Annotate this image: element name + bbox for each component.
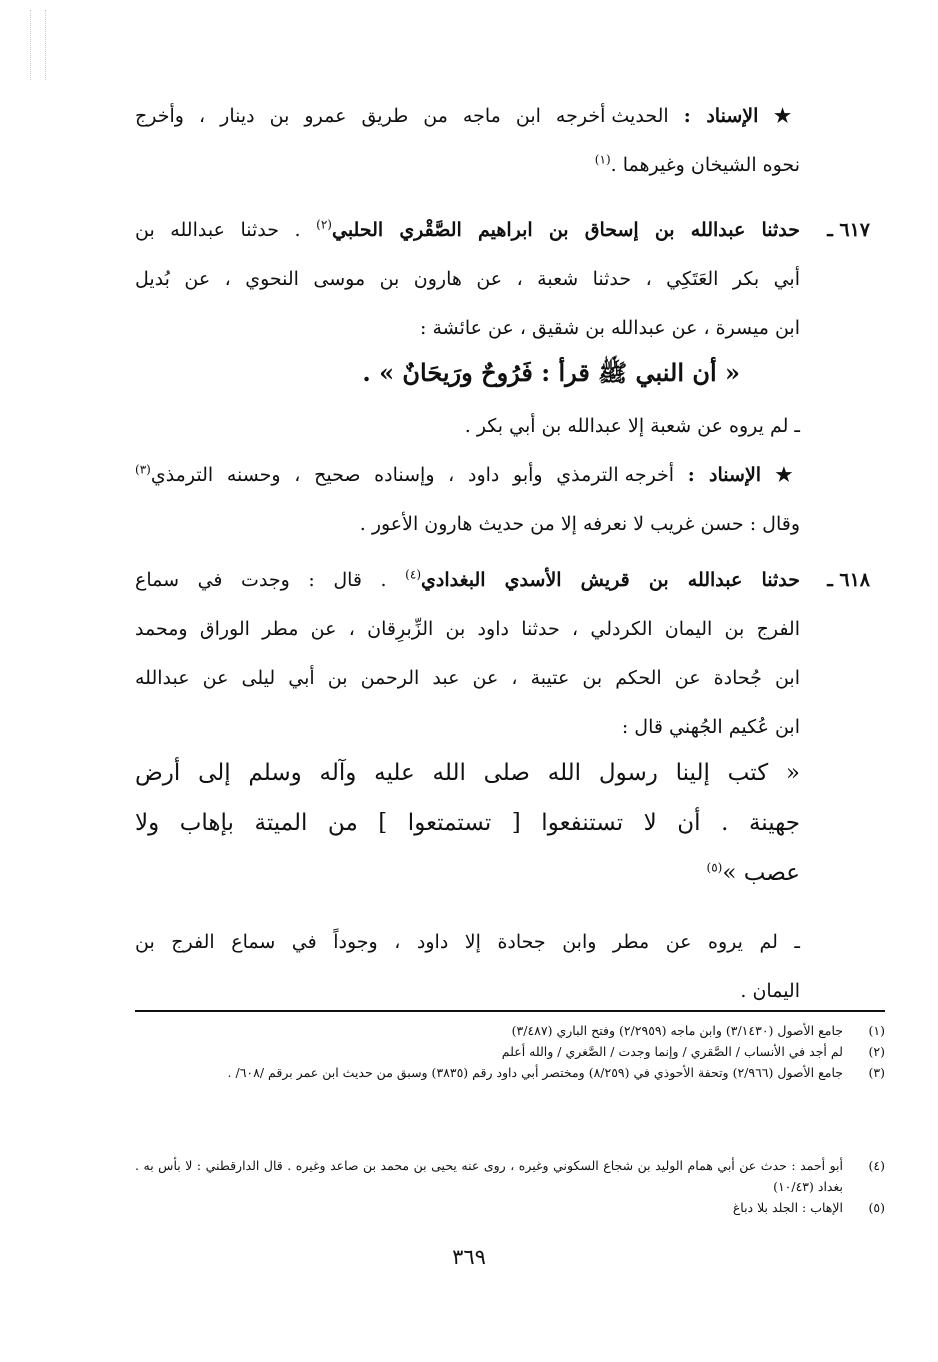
isnad-label: ★ الإسناد :: [683, 105, 800, 127]
hadith-617-isnad-label: ★ الإسناد :: [687, 464, 801, 486]
footnote-2: [135, 1041, 885, 1062]
hadith-617-notes: [135, 402, 800, 549]
hadith-617-matn-line: « أن النبي ﷺ قرأ : فَرُوحٌ ورَيحَانٌ » .: [362, 358, 740, 387]
footnote-text: لم أجد في الأنساب / الصَّقري / وإنما وجدت / الصَّغري / والله أعلم: [501, 1044, 843, 1059]
footnote-number: (٤): [868, 1158, 885, 1173]
isnad-1-line-2: [135, 141, 800, 190]
scan-margin-marks: [30, 10, 46, 80]
footnote-ref-4[interactable]: (٤): [405, 567, 421, 582]
hadith-618-matn-line-3: عصب »$^{(٥)}$: [706, 860, 800, 886]
footnote-text: الإهاب : الجلد بلا دباغ: [732, 1200, 843, 1215]
hadith-617-isnad-line-2: وقال : حسن غريب لا نعرفه إلا من حديث هارون الأعور .: [359, 513, 800, 535]
hadith-618-lead: حدثنا عبدالله بن قريش الأسدي البغدادي: [421, 569, 801, 591]
hadith-618-line-2: الفرج بن اليمان الكردلي ، حدثنا داود بن الزِّبرِقان ، عن مطر الوراق ومحمد: [135, 618, 800, 640]
hadith-618-notes: [135, 918, 800, 1016]
footnotes-group-2: [135, 1155, 885, 1218]
hadith-618-note-line-1: ـ لم يروه عن مطر وابن جحادة إلا داود ، وجوداً في سماع الفرج بن: [135, 931, 800, 953]
hadith-618-matn-line-2: جهينة . أن لا تستنفعوا [ تستمتعوا ] من الميتة بإهاب ولا: [135, 810, 800, 836]
hadith-618-number: ٦١٨ ـ: [827, 569, 870, 591]
footnote-ref-5[interactable]: (٥): [706, 860, 723, 875]
footnote-ref-2[interactable]: (٢): [316, 217, 332, 232]
hadith-618-matn: [135, 748, 800, 898]
page-number: ٣٦٩: [452, 1245, 486, 1269]
isnad-block-1: [135, 92, 800, 190]
footnote-text: جامع الأصول (٢/٩٦٦) وتحفة الأحوذي في (٨/٢٥٩) ومختصر أبي داود رقم (٣٨٣٥) وسبق من حديث ابن عمر برقم /٦٠٨/ .: [227, 1065, 843, 1080]
hadith-617-matn: [135, 350, 800, 396]
footnote-number: (٣): [868, 1065, 885, 1080]
hadith-617: [135, 206, 800, 353]
hadith-618-line-3: ابن جُحادة عن الحكم بن عتيبة ، عن عبد الرحمن بن أبي ليلى عن عبدالله: [135, 667, 800, 689]
footnote-ref-1[interactable]: (١): [594, 152, 611, 167]
footnote-ref-3[interactable]: (٣): [135, 462, 151, 477]
hadith-618-line-1: [135, 556, 800, 605]
hadith-618-matn-line-1: « كتب إلينا رسول الله صلى الله عليه وآله وسلم إلى أرض: [135, 760, 800, 786]
footnote-1: [135, 1020, 885, 1041]
footnote-text: أبو أحمد : حدث عن أبي همام الوليد بن شجاع السكوني وغيره ، روى عنه يحيى بن محمد بن صاعد وغيره . قال الدارقطني : لا بأس به . بغداد (١٠/٤٣): [135, 1158, 843, 1194]
footnote-number: (٢): [868, 1044, 885, 1059]
footnote-5: [135, 1197, 885, 1218]
isnad-1-text-1: الحديث أخرجه ابن ماجه من طريق عمرو بن دينار ، وأخرج: [135, 105, 669, 127]
hadith-618-line-4: ابن عُكيم الجُهني قال :: [621, 716, 800, 738]
hadith-618: [135, 556, 800, 752]
isnad-1-line-1: [135, 92, 800, 141]
isnad-1-text-2: نحوه الشيخان وغيرهما .: [610, 154, 800, 176]
footnote-4: [135, 1155, 885, 1197]
hadith-617-line-1: [135, 206, 800, 255]
hadith-617-number: ٦١٧ ـ: [827, 219, 870, 241]
hadith-617-lead: حدثنا عبدالله بن إسحاق بن ابراهيم الصَّقْري الحلبي: [331, 219, 800, 241]
hadith-618-line-1-rest: . قال : وجدت في سماع: [135, 569, 387, 591]
hadith-617-line-3: ابن ميسرة ، عن عبدالله بن شقيق ، عن عائشة :: [420, 317, 800, 339]
hadith-617-isnad-text: أخرجه الترمذي وأبو داود ، وإسناده صحيح ، وحسنه الترمذي: [150, 464, 675, 486]
hadith-617-line-1-rest: . حدثنا عبدالله بن: [135, 219, 301, 241]
hadith-617-isnad-line-1: [135, 451, 800, 500]
footnote-text: جامع الأصول (٣/١٤٣٠) وابن ماجه (٢/٢٩٥٩) وفتح الباري (٣/٤٨٧): [511, 1023, 843, 1038]
footnote-number: (٥): [868, 1200, 885, 1215]
footnote-divider: [135, 1010, 885, 1012]
hadith-618-note-line-2: اليمان .: [740, 980, 800, 1002]
footnote-3: [135, 1062, 885, 1083]
footnotes-group-1: [135, 1020, 885, 1083]
hadith-617-line-2: أبي بكر العَتَكِي ، حدثنا شعبة ، عن هارون بن موسى النحوي ، عن بُديل: [135, 268, 800, 290]
hadith-617-note: ـ لم يروه عن شعبة إلا عبدالله بن أبي بكر .: [464, 415, 800, 437]
footnote-number: (١): [868, 1023, 885, 1038]
